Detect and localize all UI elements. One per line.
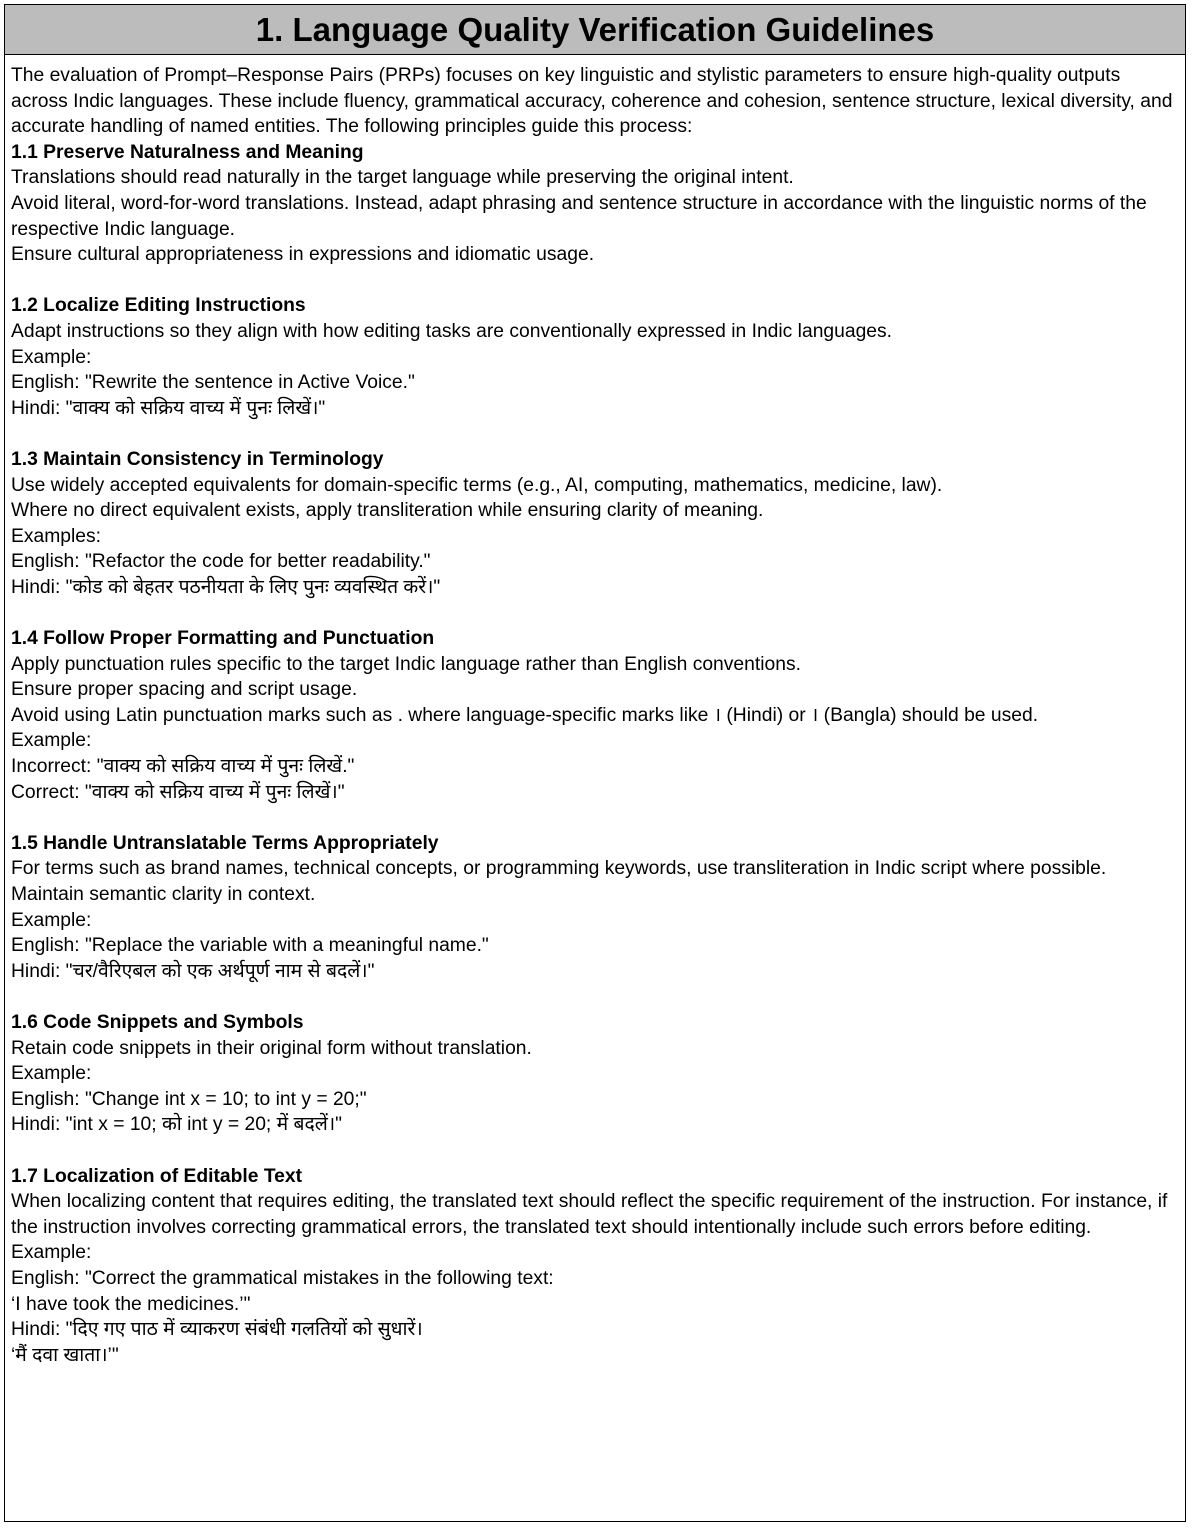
section-line: Translations should read naturally in the target language while preserving the original intent. xyxy=(11,167,794,189)
section-line: Avoid literal, word-for-word translations. Instead, adapt phrasing and sentence structure in accordance with the linguistic norms of the respective Indic language. xyxy=(11,192,1147,240)
section-line: Retain code snippets in their original form without translation. xyxy=(11,1037,532,1059)
section-line: Ensure cultural appropriateness in expressions and idiomatic usage. xyxy=(11,244,595,266)
section-heading: 1.2 Localize Editing Instructions xyxy=(11,295,306,317)
document-box xyxy=(4,4,1186,1522)
section-line: Hindi: "int x = 10; को int y = 20; में बदलें।" xyxy=(11,1114,343,1136)
section-line: Hindi: "कोड को बेहतर पठनीयता के लिए पुनः व्यवस्थित करें।" xyxy=(11,576,441,598)
section-line: ‘मैं दवा खाता।’" xyxy=(11,1344,119,1366)
section-line: Examples: xyxy=(11,525,102,547)
section-line: Example: xyxy=(11,1063,92,1085)
section-heading: 1.5 Handle Untranslatable Terms Appropriately xyxy=(11,832,439,854)
section-line: Where no direct equivalent exists, apply transliteration while ensuring clarity of meaning. xyxy=(11,500,764,522)
section-heading: 1.3 Maintain Consistency in Terminology xyxy=(11,448,384,470)
section-line: Example: xyxy=(11,1242,92,1264)
section-line: Correct: "वाक्य को सक्रिय वाच्य में पुनः लिखें।" xyxy=(11,781,345,803)
section-heading: 1.4 Follow Proper Formatting and Punctuation xyxy=(11,628,435,650)
section-line: Hindi: "चर/वैरिएबल को एक अर्थपूर्ण नाम से बदलें।" xyxy=(11,960,375,982)
section-line: For terms such as brand names, technical concepts, or programming keywords, use transliteration in Indic script where possible. xyxy=(11,858,1107,880)
section-line: Use widely accepted equivalents for domain-specific terms (e.g., AI, computing, mathematics, medicine, law). xyxy=(11,474,943,496)
section-line: Maintain semantic clarity in context. xyxy=(11,884,316,905)
section-line: Incorrect: "वाक्य को सक्रिय वाच्य में पुनः लिखें." xyxy=(11,756,355,778)
section-line: Hindi: "वाक्य को सक्रिय वाच्य में पुनः लिखें।" xyxy=(11,397,326,419)
section-1-1 xyxy=(11,140,1179,268)
section-1-7 xyxy=(11,1164,1179,1369)
section-line: Example: xyxy=(11,346,92,368)
page-title: 1. Language Quality Verification Guidelines xyxy=(5,5,1185,55)
section-line: Example: xyxy=(11,909,92,931)
section-line: Ensure proper spacing and script usage. xyxy=(11,679,358,701)
section-heading: 1.7 Localization of Editable Text xyxy=(11,1165,303,1187)
section-line: English: "Correct the grammatical mistakes in the following text: xyxy=(11,1267,554,1289)
section-line: ‘I have took the medicines.’" xyxy=(11,1293,251,1315)
section-heading: 1.6 Code Snippets and Symbols xyxy=(11,1011,304,1033)
section-line: Hindi: "दिए गए पाठ में व्याकरण संबंधी गलतियों को सुधारें। xyxy=(11,1319,423,1341)
intro-paragraph: The evaluation of Prompt–Response Pairs (PRPs) focuses on key linguistic and stylistic parameters to ensure high-quality outputs across Indic languages. These include fluency, grammatical accuracy, coherence and cohesion, sentence structure, lexical diversity, and accurate handling of named entities. The following principles guide this process: xyxy=(11,65,1173,138)
section-line: Apply punctuation rules specific to the target Indic language rather than English conventions. xyxy=(11,653,801,675)
section-line: English: "Change int x = 10; to int y = 20;" xyxy=(11,1088,367,1110)
section-line: English: "Rewrite the sentence in Active Voice." xyxy=(11,372,415,394)
section-1-6 xyxy=(11,1010,1179,1138)
section-line: English: "Refactor the code for better readability." xyxy=(11,551,431,573)
section-1-2 xyxy=(11,293,1179,421)
section-1-4 xyxy=(11,626,1179,805)
section-line: English: "Replace the variable with a meaningful name." xyxy=(11,935,489,957)
section-line: When localizing content that requires editing, the translated text should reflect the specific requirement of the instruction. For instance, if the instruction involves correcting grammatical errors, the translated text should intentionally include such errors before editing. xyxy=(11,1191,1168,1238)
section-line: Avoid using Latin punctuation marks such as . where language-specific marks like । (Hindi) or । (Bangla) should be used. xyxy=(11,704,1039,726)
section-1-5 xyxy=(11,831,1179,985)
document-body xyxy=(5,55,1185,1368)
section-1-3 xyxy=(11,447,1179,601)
section-heading: 1.1 Preserve Naturalness and Meaning xyxy=(11,141,364,163)
section-line: Example: xyxy=(11,730,92,752)
section-line: Adapt instructions so they align with how editing tasks are conventionally expressed in Indic languages. xyxy=(11,320,893,342)
